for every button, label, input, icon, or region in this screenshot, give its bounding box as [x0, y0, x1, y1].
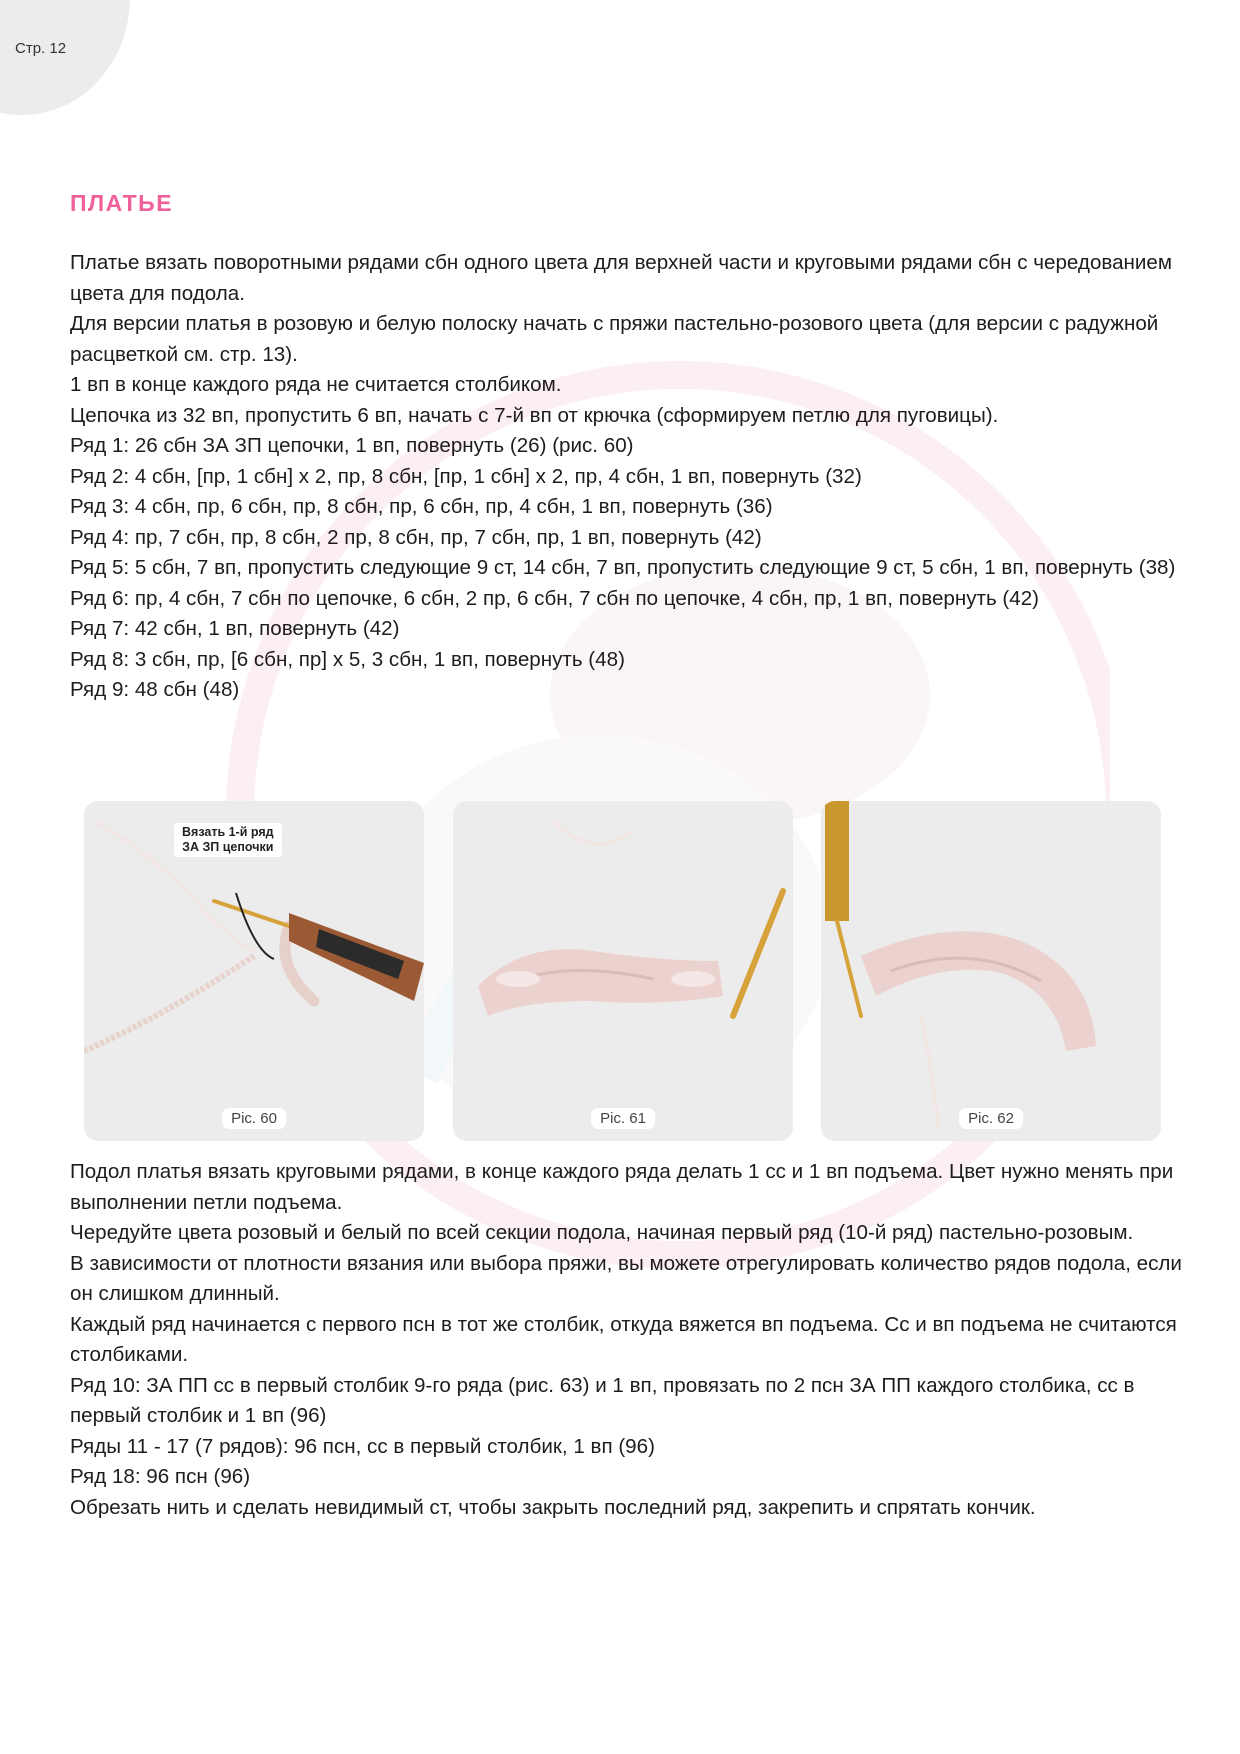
instruction-line: Чередуйте цвета розовый и белый по всей секции подола, начиная первый ряд (10-й ряд) пастельно-розовым.: [70, 1221, 1134, 1244]
instruction-line: Ряд 4: пр, 7 сбн, пр, 8 сбн, 2 пр, 8 сбн, пр, 7 сбн, пр, 1 вп, повернуть (42): [70, 525, 762, 549]
instruction-line: Ряд 1: 26 сбн ЗА ЗП цепочки, 1 вп, повернуть (26) (рис. 60): [70, 434, 634, 457]
section-title: ПЛАТЬЕ: [70, 190, 174, 216]
instructions-top: [70, 248, 1200, 706]
instruction-line: Обрезать нить и сделать невидимый ст, чтобы закрыть последний ряд, закрепить и спрятать кончик.: [70, 1495, 1036, 1519]
instruction-line: Каждый ряд начинается с первого псн в тот же столбик, откуда вяжется вп подъема. Сс и вп подъема не считаются столбиками.: [70, 1312, 1177, 1366]
crochet-photo-image: [821, 801, 1161, 1141]
instruction-line: В зависимости от плотности вязания или выбора пряжи, вы можете отрегулировать количество рядов подола, если он слишком длинный.: [70, 1251, 1182, 1305]
photo-caption: Pic. 61: [591, 1108, 655, 1129]
photo-caption: Pic. 60: [222, 1108, 286, 1129]
crochet-photo-image: [453, 801, 793, 1141]
photo-annotation: Вязать 1-й ряд ЗА ЗП цепочки: [174, 823, 282, 857]
instruction-line: 1 вп в конце каждого ряда не считается столбиком.: [70, 373, 562, 396]
instruction-line: Ряд 7: 42 сбн, 1 вп, повернуть (42): [70, 617, 400, 640]
page-corner-decoration: [0, 0, 130, 115]
photo-pic-61: [453, 801, 793, 1141]
instruction-line: Подол платья вязать круговыми рядами, в конце каждого ряда делать 1 сс и 1 вп подъема. Цвет нужно менять при выполнении петли подъема.: [70, 1160, 1174, 1214]
photo-pic-62: [821, 801, 1161, 1141]
instruction-line: Ряд 6: пр, 4 сбн, 7 сбн по цепочке, 6 сбн, 2 пр, 6 сбн, 7 сбн по цепочке, 4 сбн, пр, 1 вп, повернуть (42): [70, 586, 1040, 610]
page-number: Стр. 12: [15, 40, 67, 57]
instruction-line: Для версии платья в розовую и белую полоску начать с пряжи пастельно-розового цвета (для версии с радужной расцветкой см. стр. 13).: [70, 312, 1159, 366]
instruction-line: Ряд 18: 96 псн (96): [70, 1465, 251, 1488]
instruction-line: Ряд 2: 4 сбн, [пр, 1 сбн] х 2, пр, 8 сбн, [пр, 1 сбн] х 2, пр, 4 сбн, 1 вп, повернуть (32): [70, 464, 862, 488]
photo-caption: Pic. 62: [959, 1108, 1023, 1129]
instructions-hem: [70, 1157, 1200, 1523]
instruction-line: Ряд 8: 3 сбн, пр, [6 сбн, пр] х 5, 3 сбн, 1 вп, повернуть (48): [70, 647, 625, 671]
instruction-line: Цепочка из 32 вп, пропустить 6 вп, начать с 7-й вп от крючка (сформируем петлю для пуговицы).: [70, 403, 999, 427]
instruction-line: Ряды 11 - 17 (7 рядов): 96 псн, сс в первый столбик, 1 вп (96): [70, 1434, 655, 1458]
photo-pic-60: [84, 801, 424, 1141]
instruction-line: Ряд 3: 4 сбн, пр, 6 сбн, пр, 8 сбн, пр, 6 сбн, пр, 4 сбн, 1 вп, повернуть (36): [70, 495, 773, 518]
instruction-line: Платье вязать поворотными рядами сбн одного цвета для верхней части и круговыми рядами сбн с чередованием цвета для подола.: [70, 251, 1173, 305]
instruction-line: Ряд 9: 48 сбн (48): [70, 678, 240, 701]
instruction-line: Ряд 10: ЗА ПП сс в первый столбик 9-го ряда (рис. 63) и 1 вп, провязать по 2 псн ЗА ПП каждого столбика, сс в первый столбик и 1 вп (96): [70, 1373, 1135, 1427]
instruction-line: Ряд 5: 5 сбн, 7 вп, пропустить следующие 9 ст, 14 сбн, 7 вп, пропустить следующие 9 ст, 5 сбн, 1 вп, повернуть (38): [70, 556, 1176, 579]
